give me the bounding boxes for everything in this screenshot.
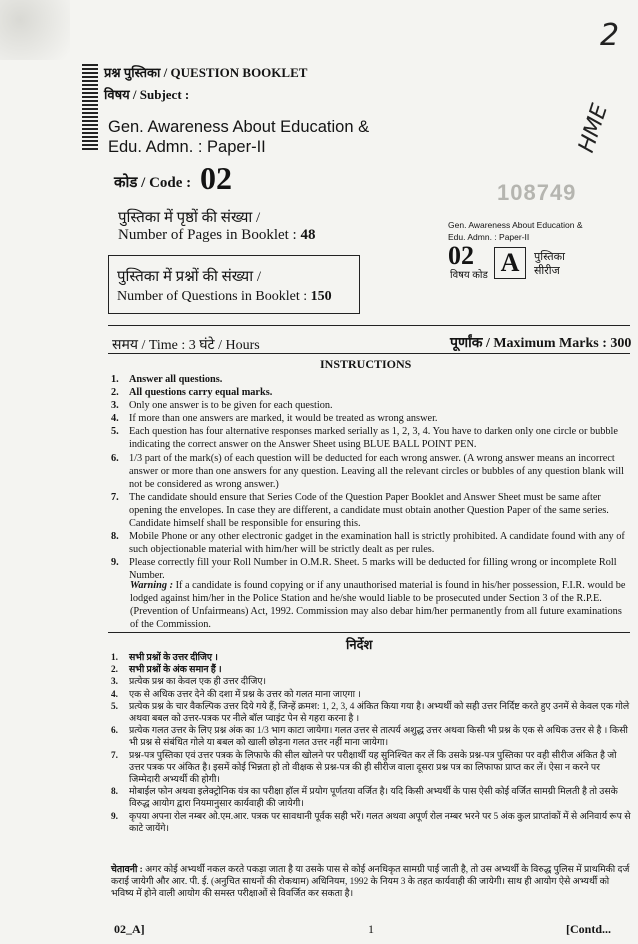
hindi-warning-label: चेतावनी : bbox=[111, 865, 143, 875]
series-letter: A bbox=[500, 248, 520, 277]
hindi-instruction-item: 8. मोबाईल फोन अथवा इलेक्ट्रोनिक यंत्र का परीक्षा हॉल में प्रयोग पूर्णतया वर्जित है। यदि किसी अभ्यर्थी के पास ऐसी कोई वर्जित सामग्री मिलती है तो उसके विरुद्ध आयोग द्वारा नियमानुसार कार्यवाही की जायेगी। bbox=[111, 787, 618, 810]
hindi-warning-text: अगर कोई अभ्यर्थी नकल करते पकड़ा जाता है या उसके पास से कोई अनधिकृत सामग्री पाई जाती है, तो उस अभ्यर्थी के विरुद्ध पुलिस में प्राथमिकी दर्ज कराई जायेगी और आर. पी. ई. (अनुचित साधनों की रोकथाम) अधिनियम, 1992 के नियम 3 के तहत कार्यवाही की जायेगी। साथ ही आयोग ऐसे अभ्यर्थी को भविष्य में होने वाली आयोग की समस्त परीक्षाओं से विवर्जित कर सकता है। bbox=[111, 865, 630, 900]
hindi-instruction-item: 7. प्रश्न-पत्र पुस्तिका एवं उत्तर पत्रक के लिफाफे की सील खोलने पर परीक्षार्थी यह सुनिश्चित कर लें कि उसके प्रश्न-पत्र पुस्तिका पर वही सीरीज अंकित है जो उत्तर पत्रक पर अंकित है। इसमें कोई भिन्नता हो तो वीक्षक से प्रश्न-पत्र की ही सीरीज वाला दूसरा प्रश्न पत्र का लिफाफा प्राप्त कर लें। ऐसा न करने पर जिम्मेदारी अभ्यर्थी की होगी। bbox=[111, 750, 617, 786]
warning-block bbox=[130, 579, 630, 631]
hindi-instruction-item: 2. सभी प्रश्नों के अंक समान हैं । bbox=[111, 665, 222, 676]
instruction-item: 8. Mobile Phone or any other electronic gadget in the examination hall is strictly prohibited. A candidate found with any of such objectionable material with him/her will be strictly dealt as per rules. bbox=[111, 531, 625, 556]
subject-small-1: Gen. Awareness About Education & bbox=[448, 220, 583, 230]
hindi-instruction-item: 1. सभी प्रश्नों के उत्तर दीजिए । bbox=[111, 653, 218, 663]
divider-top bbox=[108, 325, 630, 326]
hindi-instructions-list bbox=[111, 652, 631, 835]
series-hindi-1: पुस्तिका bbox=[534, 251, 565, 263]
footer-page-number: 1 bbox=[368, 922, 374, 936]
subject-line-1: Gen. Awareness About Education & bbox=[108, 118, 370, 136]
series-hindi-2: सीरीज bbox=[534, 265, 560, 277]
subject-line-2: Edu. Admn. : Paper-II bbox=[108, 138, 266, 156]
instruction-item: 2. All questions carry equal marks. bbox=[111, 387, 273, 399]
code-label: कोड / Code : bbox=[114, 175, 192, 191]
hindi-instruction-item: 9. कृपया अपना रोल नम्बर ओ.एम.आर. पत्रक पर सावधानी पूर्वक सही भरें। गलत अथवा अपूर्ण रोल नम्बर भरने पर 5 अंक कुल प्राप्तांकों में से अनिवार्य रूप से काटे जायेंगे। bbox=[111, 811, 631, 834]
section-divider bbox=[108, 632, 630, 633]
right-code: 02 bbox=[448, 241, 474, 270]
pages-hindi-label: पुस्तिका में पृष्ठों की संख्या / bbox=[118, 210, 261, 226]
instruction-item: 6. 1/3 part of the mark(s) of each question will be deducted for each wrong answer. (A wrong answer means an incorrect answer or more than one answers for any question. Leaving all the relevant circles or bubbles of any question blank will not be considered as wrong answer.) bbox=[111, 452, 624, 490]
questions-row bbox=[117, 289, 332, 305]
barcode-strip-icon bbox=[82, 64, 98, 124]
instruction-item: 9. Please correctly fill your Roll Number in O.M.R. Sheet. 5 marks will be deducted for filling wrong or incomplete Roll Number. bbox=[111, 557, 617, 582]
footer-contd: [Contd... bbox=[566, 922, 612, 936]
hindi-instruction-item: 4. एक से अधिक उत्तर देने की दशा में प्रश्न के उत्तर को गलत माना जाएगा । bbox=[111, 689, 361, 700]
questions-label: Number of Questions in Booklet : bbox=[117, 289, 308, 304]
subject-small-2: Edu. Admn. : Paper-II bbox=[448, 232, 530, 242]
serial-number: 108749 bbox=[497, 180, 577, 205]
right-code-hindi: विषय कोड bbox=[450, 270, 488, 281]
warning-text: If a candidate is found copying or if any unauthorised material is found in his/her possession, F.I.R. would be lodged against him/her in the Police Station and he/she would liable to be prosecuted under Section 3 of the R.P.E. (Prevention of Unfairmeans) Act, 1992. Commission may also debar him/her permanently from all future examinations of the Commission. bbox=[130, 580, 626, 631]
divider-bottom bbox=[108, 353, 630, 354]
handwritten-mark-top-right: 2 bbox=[600, 18, 620, 53]
hindi-instruction-item: 5. प्रत्येक प्रश्न के चार वैकल्पिक उत्तर दिये गये हैं, जिन्हें क्रमश: 1, 2, 3, 4 अंकित किया गया है। अभ्यर्थी को सही उत्तर निर्दिष्ट करते हुए उनमें से केवल एक गोले अथवा बबल को उत्तर-पत्रक पर नीले बॉल प्वाइंट पेन से गहरा करना है । bbox=[111, 701, 630, 725]
instruction-item: 5. Each question has four alternative responses marked serially as 1, 2, 3, 4. You have to darken only one circle or bubble indicating the correct answer on the Answer Sheet using BLUE BALL POINT PEN. bbox=[111, 426, 618, 451]
hindi-title: निर्देश bbox=[346, 637, 373, 652]
instructions-title: INSTRUCTIONS bbox=[320, 357, 412, 371]
pages-row bbox=[118, 227, 315, 244]
hindi-instruction-item: 6. प्रत्येक गलत उत्तर के लिए प्रश्न अंक का 1/3 भाग काटा जायेगा। गलत उत्तर से तात्पर्य अशुद्ध उत्तर अथवा किसी भी प्रश्न के एक से अधिक उत्तर से है । किसी भी प्रश्न से संबंधित गोले या बबल को खाली छोड़ना गलत उत्तर नहीं माना जायेगा। bbox=[111, 726, 628, 749]
instruction-item: 1. Answer all questions. bbox=[111, 374, 223, 385]
subject-label: विषय / Subject : bbox=[104, 87, 190, 102]
hindi-instruction-item: 3. प्रत्येक प्रश्न का केवल एक ही उत्तर दीजिए। bbox=[111, 677, 267, 688]
footer-code: 02_A] bbox=[114, 922, 145, 936]
pages-label: Number of Pages in Booklet : bbox=[118, 227, 297, 243]
booklet-label: प्रश्न पुस्तिका / QUESTION BOOKLET bbox=[104, 65, 308, 80]
pages-value: 48 bbox=[300, 227, 316, 243]
hindi-warning-block bbox=[111, 864, 631, 901]
instruction-item: 7. The candidate should ensure that Series Code of the Question Paper Booklet and Answer Sheet must be same after opening the envelopes. In case they are different, a candidate must obtain another Question Paper of the same series. Candidate himself shall be responsible for ensuring this. bbox=[111, 491, 609, 530]
questions-value: 150 bbox=[310, 289, 332, 304]
instruction-item: 4. If more than one answers are marked, it would be treated as wrong answer. bbox=[111, 413, 438, 425]
max-marks-label: पूर्णांक / Maximum Marks : 300 bbox=[450, 336, 632, 351]
scan-smudge bbox=[0, 0, 70, 60]
barcode-strip-icon bbox=[82, 124, 98, 152]
time-label: समय / Time : 3 घंटे / Hours bbox=[112, 338, 260, 353]
warning-label: Warning : bbox=[130, 580, 174, 591]
questions-hindi-label: पुस्तिका में प्रश्नों की संख्या / bbox=[117, 269, 262, 285]
instruction-item: 3. Only one answer is to be given for each question. bbox=[111, 400, 333, 412]
instructions-list bbox=[111, 373, 631, 583]
handwritten-mark-side: HME bbox=[574, 100, 614, 156]
code-value: 02 bbox=[200, 160, 232, 196]
